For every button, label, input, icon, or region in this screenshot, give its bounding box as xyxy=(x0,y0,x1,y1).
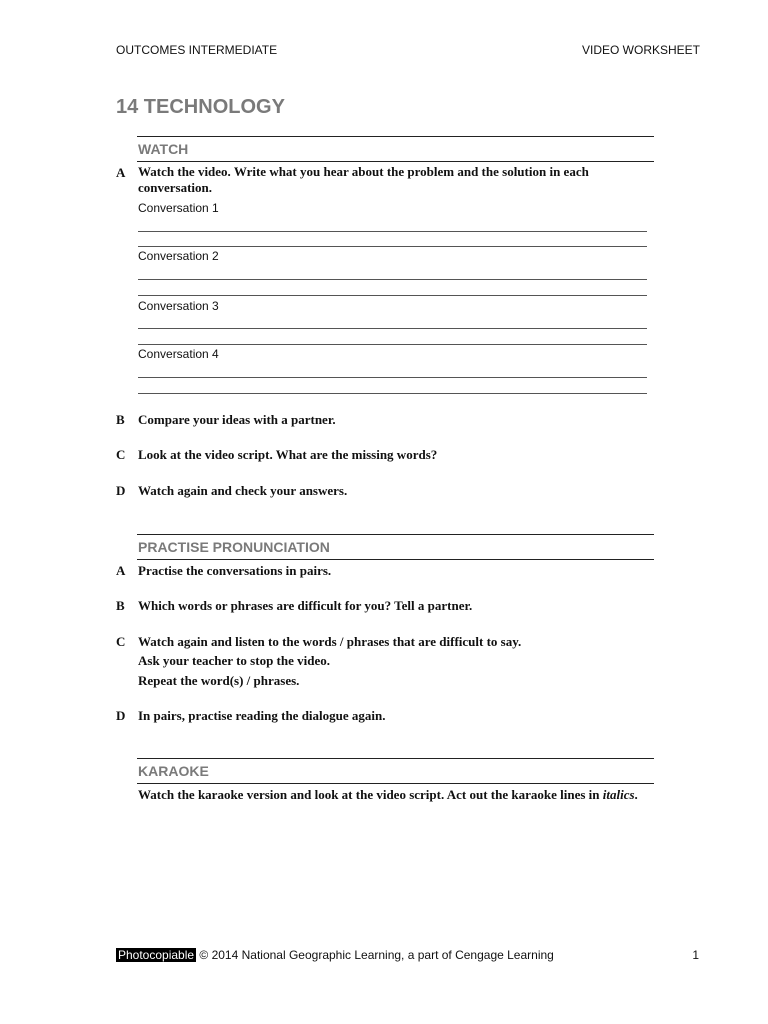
watch-d-letter: D xyxy=(116,483,126,498)
section-pronunciation-heading xyxy=(137,534,654,560)
watch-c-instruction: Look at the video script. What are the missing words? xyxy=(138,447,438,462)
answer-line-4b[interactable] xyxy=(138,393,647,394)
watch-b-instruction: Compare your ideas with a partner. xyxy=(138,412,336,427)
answer-line-1a[interactable] xyxy=(138,231,647,232)
karaoke-text-italic: italics xyxy=(602,787,635,802)
photocopiable-badge: Photocopiable xyxy=(118,948,195,962)
pron-c-line-3: Repeat the word(s) / phrases. xyxy=(138,673,300,688)
section-karaoke-heading xyxy=(137,758,654,784)
copyright-text: © 2014 National Geographic Learning, a part of Cengage Learning xyxy=(199,948,554,962)
pron-d-letter: D xyxy=(116,708,126,723)
pron-c-line-1: Watch again and listen to the words / phrases that are difficult to say. xyxy=(138,634,522,649)
pron-a-letter: A xyxy=(116,563,126,578)
header-worksheet-label: VIDEO WORKSHEET xyxy=(581,43,700,57)
section-pronunciation-title: PRACTISE PRONUNCIATION xyxy=(138,539,330,555)
conversation-3-label: Conversation 3 xyxy=(138,299,219,313)
page-number: 1 xyxy=(692,948,699,962)
watch-b-letter: B xyxy=(116,412,125,427)
pron-c-line-2: Ask your teacher to stop the video. xyxy=(138,653,330,668)
answer-line-3a[interactable] xyxy=(138,328,647,329)
header-course-title: OUTCOMES INTERMEDIATE xyxy=(116,43,278,57)
answer-line-2a[interactable] xyxy=(138,279,647,280)
conversation-1-label: Conversation 1 xyxy=(138,201,219,215)
watch-a-instruction: Watch the video. Write what you hear about the problem and the solution in each conversation. xyxy=(138,164,589,195)
section-watch-title: WATCH xyxy=(138,141,189,157)
karaoke-instruction xyxy=(138,787,648,803)
section-watch-heading xyxy=(137,136,654,162)
pron-d-instruction: In pairs, practise reading the dialogue again. xyxy=(138,708,386,723)
conversation-2-label: Conversation 2 xyxy=(138,249,219,263)
pron-c-letter: C xyxy=(116,634,126,649)
footer-copyright xyxy=(116,948,554,962)
answer-line-4a[interactable] xyxy=(138,377,647,378)
answer-line-2b[interactable] xyxy=(138,295,647,296)
unit-title: 14 TECHNOLOGY xyxy=(116,96,285,118)
answer-line-3b[interactable] xyxy=(138,344,647,345)
pron-b-letter: B xyxy=(116,598,125,613)
watch-d-instruction: Watch again and check your answers. xyxy=(138,483,348,498)
pron-a-instruction: Practise the conversations in pairs. xyxy=(138,563,332,578)
answer-line-1b[interactable] xyxy=(138,246,647,247)
conversation-4-label: Conversation 4 xyxy=(138,347,219,361)
pron-b-instruction: Which words or phrases are difficult for you? Tell a partner. xyxy=(138,598,473,613)
section-karaoke-title: KARAOKE xyxy=(138,763,209,779)
watch-a-letter: A xyxy=(116,165,126,180)
watch-c-letter: C xyxy=(116,447,126,462)
karaoke-text-end: . xyxy=(634,787,638,802)
karaoke-text-main: Watch the karaoke version and look at the video script. Act out the karaoke lines in xyxy=(138,787,603,802)
